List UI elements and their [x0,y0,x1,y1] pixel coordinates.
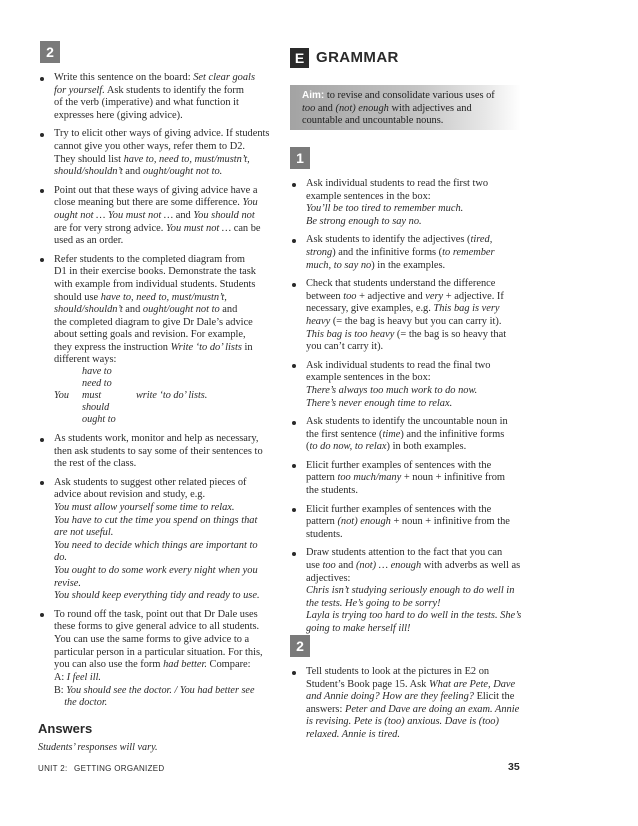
example-modal: should [82,402,110,413]
example-modal: have to [82,366,112,377]
aim-text [302,90,495,128]
bullet-item: Elicit further examples of sentences with the pattern (not) enough + noun + infinitive from the students. [290,504,550,542]
section-letter-box: E [290,48,309,68]
bullet-item: Write this sentence on the board: Set clear goals for yourself. Ask students to identify the form of the verb (imperative) and what function it expresses here (giving advice). [38,72,288,122]
aim-line-1: too and (not) enough with adjectives and [302,102,472,114]
section-number-2-left: 2 [40,41,60,63]
page-number: 35 [508,761,520,773]
example-modal: ought to [82,414,116,425]
bullet-item: Ask individual students to read the first two example sentences in the box: You’ll be too tired to remember much. Be strong enough to say no. [290,178,550,228]
footer-unit-title: GETTING ORGANIZED [74,764,165,773]
bullet-item: Point out that these ways of giving advice have a close meaning but there are some difference. You ought not … You must not … and You should not are for very strong advice. You must not … can be used as an order. [38,185,288,248]
bullet-item: Elicit further examples of sentences with the pattern too much/many + noun + infinitive from the students. [290,460,550,498]
bullet-item: Try to elicit other ways of giving advice. If students cannot give you other ways, refer them to D2. They should list have to, need to, must/mustn’t, should/shouldn’t and ought/ought not to. [38,128,288,178]
answers-text: Students’ responses will vary. [38,742,158,753]
bullet-item: Draw students attention to the fact that you can use too and (not) … enough with adverbs as well as adjectives: Chris isn’t studying seriously enough to do well in the tests. He’s going to be sorry! Layla is trying too hard to do well in the tests. She’s going to make herself ill! [290,547,550,635]
example-subject: You [54,390,69,401]
example-modal: need to [82,378,112,389]
bullet-item: Tell students to look at the pictures in E2 on Student’s Book page 15. Ask What are Pete, Dave and Annie doing? How are they feeling? Elicit the answers: Peter and Dave are doing an exam. Annie is revising. Pete is (too) anxious. Dave is (too) relaxed. Annie is tired. [290,666,550,742]
bullet-item: Ask students to identify the uncountable noun in the first sentence (time) and the infinitive forms (to do now, to relax) in both examples. [290,416,550,454]
left-bullets-b [38,433,288,678]
bullet-item: To round off the task, point out that Dr Dale uses these forms to give general advice to all students. You can use the same forms to give advice to a particular person in a particular situation. For this, you can also use the form had better. Compare: [38,609,288,672]
section-number-1-right: 1 [290,147,310,169]
bullet-item: As students work, monitor and help as necessary, then ask students to say some of their sentences to the rest of the class. [38,433,288,471]
example-modal: must [82,390,102,401]
aim-label: Aim: [302,90,325,101]
left-bullets-a [38,72,288,373]
answers-heading: Answers [38,721,93,736]
section-title: GRAMMAR [316,49,399,66]
aim-line-2: countable and uncountable nouns. [302,115,444,127]
bullet-item: Ask students to identify the adjectives (tired, strong) and the infinitive forms (to remember much, to say no) in the examples. [290,234,550,272]
right-bullets-1 [290,178,550,642]
bullet-item: Check that students understand the difference between too + adjective and very + adjective. If necessary, give examples, e.g. This bag is very heavy (= the bag is heavy but you can carry it). This bag is too heavy (= the bag is so heavy that you can’t carry it). [290,278,550,354]
example-table [54,366,254,430]
footer-unit-label: UNIT 2: [38,764,68,773]
footer-unit [38,764,164,773]
example-rest: write ‘to do’ lists. [136,390,208,401]
section-number-2-right: 2 [290,635,310,657]
aim-line-0: to revise and consolidate various uses of [324,90,495,101]
bullet-item: Ask students to suggest other related pieces of advice about revision and study, e.g. You must allow yourself some time to relax. You have to cut the time you spend on things that are not useful. You need to decide which things are important to do. You ought to do some work every night when you revise. You should keep everything tidy and ready to use. [38,477,288,603]
bullet-item: Refer students to the completed diagram from D1 in their exercise books. Demonstrate the task with example from individual students. Students should use have to, need to, must/mustn’t, should/shouldn’t and ought/ought not to and the completed diagram to give Dr Dale’s advice about setting goals and revision. For example, they express the instruction Write ‘to do’ lists in different ways: [38,254,288,367]
aim-box [290,85,521,130]
dialogue: A: I feel ill. B: You should see the doctor. / You had better see the doctor. [54,672,255,709]
right-bullets-2 [290,666,550,748]
bullet-item: Ask individual students to read the final two example sentences in the box: There’s always too much work to do now. There’s never enough time to relax. [290,360,550,410]
